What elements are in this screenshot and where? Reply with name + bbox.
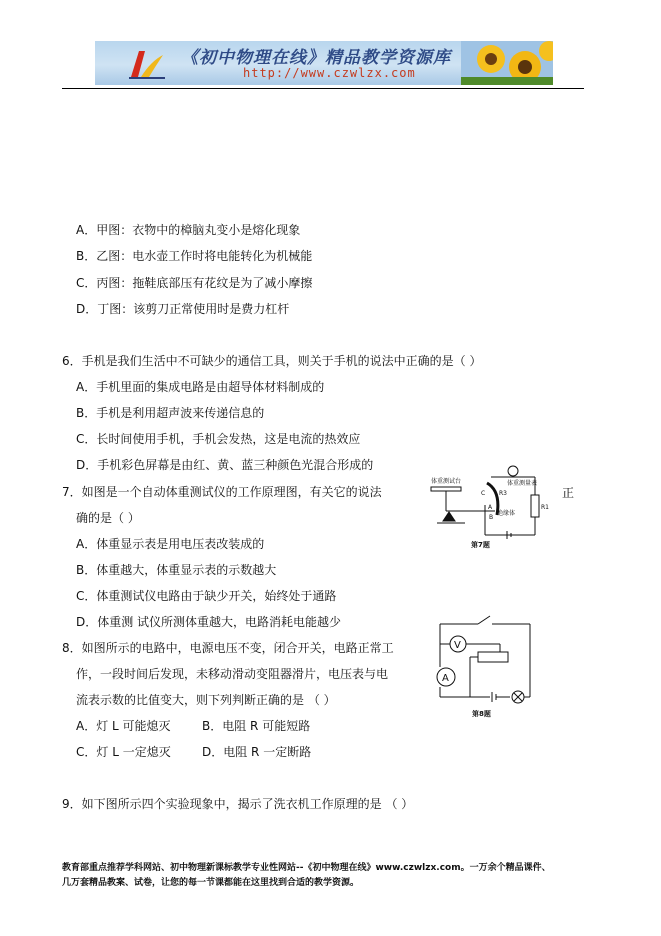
q8-circuit-figure bbox=[430, 612, 548, 720]
site-logo-icon bbox=[125, 47, 167, 81]
q8-option-b: B．电阻 R 可能短路 bbox=[202, 719, 311, 733]
q7-option-b: B．体重越大，体重显示表的示数越大 bbox=[76, 563, 277, 577]
q6-option-a: A．手机里面的集成电路是由超导体材料制成的 bbox=[76, 380, 325, 394]
q6-option-b: B．手机是利用超声波来传递信息的 bbox=[76, 406, 265, 420]
fig7-label-r3: R3 bbox=[499, 490, 507, 497]
q7-circuit-figure bbox=[425, 465, 555, 550]
fig7-label-b: B bbox=[489, 514, 494, 521]
q7-option-a: A．体重显示表是用电压表改装成的 bbox=[76, 537, 265, 551]
fig7-caption: 第7题 bbox=[471, 541, 490, 549]
q5-option-b: B．乙图：电水壶工作时将电能转化为机械能 bbox=[76, 249, 313, 263]
q7-option-c: C．体重测试仪电路由于缺少开关，始终处于通路 bbox=[76, 589, 337, 603]
q7-stem-tail: 正 bbox=[562, 486, 575, 500]
fig8-label-a: A bbox=[442, 673, 449, 684]
fig7-label-c: C bbox=[481, 490, 486, 497]
q8-option-d: D．电阻 R 一定断路 bbox=[202, 745, 312, 759]
q6-option-d: D．手机彩色屏幕是由红、黄、蓝三种颜色光混合形成的 bbox=[76, 458, 374, 472]
q6-stem: 6．手机是我们生活中不可缺少的通信工具，则关于手机的说法中正确的是（ ） bbox=[62, 354, 482, 368]
q5-option-c: C．丙图：拖鞋底部压有花纹是为了减小摩擦 bbox=[76, 276, 313, 290]
q8-stem-line1: 8．如图所示的电路中，电源电压不变，闭合开关，电路正常工 bbox=[62, 641, 394, 655]
fig7-label-a: A bbox=[488, 504, 493, 511]
q7-stem-line1: 7．如图是一个自动体重测试仪的工作原理图，有关它的说法 bbox=[62, 485, 382, 499]
fig7-label-insulator: 绝缘体 bbox=[497, 510, 516, 517]
q8-option-a: A．灯 L 可能熄灭 bbox=[76, 719, 171, 733]
sunflower-decoration-icon bbox=[461, 41, 553, 85]
q9-stem: 9．如下图所示四个实验现象中，揭示了洗衣机工作原理的是 （ ） bbox=[62, 797, 414, 811]
q7-stem-line2: 确的是（ ） bbox=[76, 511, 140, 525]
fig8-label-v: V bbox=[454, 640, 461, 651]
header-banner bbox=[95, 41, 553, 85]
banner-title: 《初中物理在线》精品教学资源库 bbox=[181, 48, 451, 68]
fig7-label-platform: 体重测试台 bbox=[431, 478, 462, 485]
q6-option-c: C．长时间使用手机，手机会发热，这是电流的热效应 bbox=[76, 432, 361, 446]
q8-stem-line2: 作，一段时间后发现，未移动滑动变阻器滑片，电压表与电 bbox=[76, 667, 389, 681]
q8-stem-line3: 流表示数的比值变大，则下列判断正确的是 （ ） bbox=[76, 693, 336, 707]
banner-url[interactable]: http://www.czwlzx.com bbox=[243, 66, 416, 80]
fig7-label-meter: 体重测量表 bbox=[507, 480, 538, 487]
fig8-caption: 第8题 bbox=[472, 710, 491, 718]
q8-option-c: C．灯 L 一定熄灭 bbox=[76, 745, 171, 759]
q7-option-d: D．体重测 试仪所测体重越大，电路消耗电能越少 bbox=[76, 615, 342, 629]
q5-option-a: A．甲图：衣物中的樟脑丸变小是熔化现象 bbox=[76, 223, 301, 237]
footer-line2: 几万套精品教案、试卷，让您的每一节课都能在这里找到合适的教学资源。 bbox=[62, 878, 360, 888]
footer-line1: 教育部重点推荐学科网站、初中物理新课标教学专业性网站--《初中物理在线》www.czwlzx.com。一万余个精品课件、 bbox=[62, 863, 551, 873]
header-rule bbox=[62, 88, 584, 89]
page-footer bbox=[62, 861, 602, 891]
q5-option-d: D．丁图：该剪刀正常使用时是费力杠杆 bbox=[76, 302, 290, 316]
fig7-label-r1: R1 bbox=[541, 504, 549, 511]
